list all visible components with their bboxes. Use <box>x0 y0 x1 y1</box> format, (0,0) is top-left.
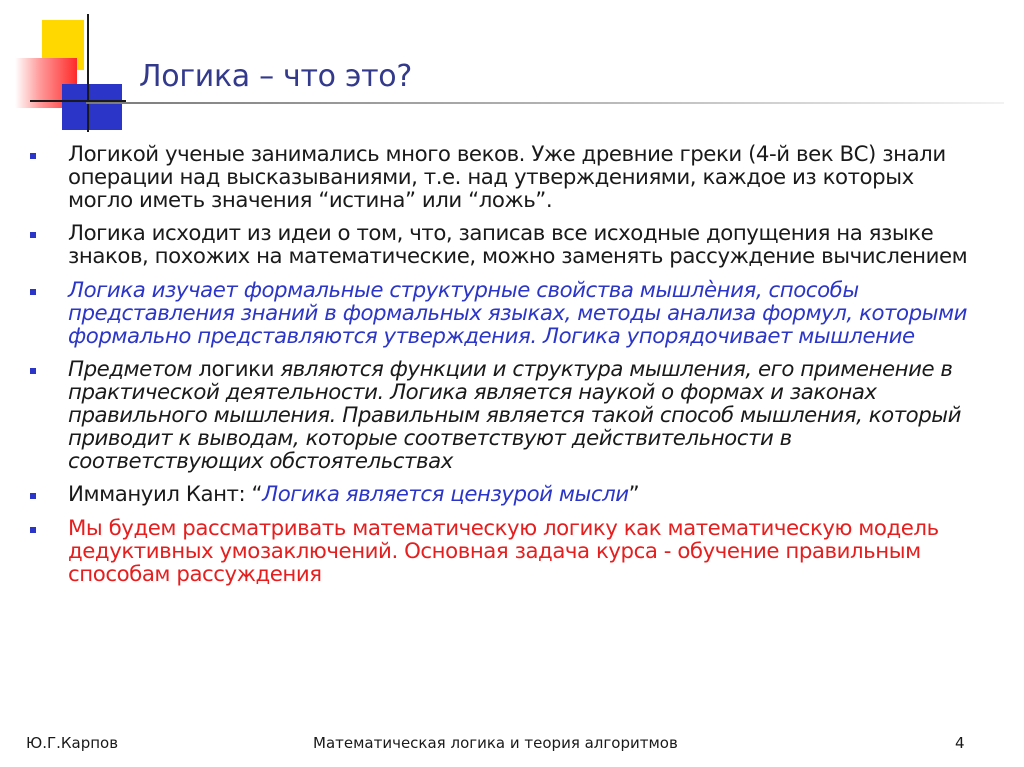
title-underline <box>86 102 1004 104</box>
bullet-text: Логика исходит из идеи о том, что, записав все исходные допущения на языке знаков, похожих на математические, можно заменять рассуждение вычислением <box>68 221 968 270</box>
bullet-text: Мы будем рассматривать математическую логику как математическую модель дедуктивных умозаключений. Основная задача курса - обучение правильным способам рассуждения <box>68 516 939 587</box>
bullet-item <box>28 359 978 473</box>
bullet-list <box>28 144 978 598</box>
bullet-marker <box>30 527 36 533</box>
bullet-marker <box>30 493 36 499</box>
bullet-text-plain: логики <box>191 357 281 383</box>
footer-author: Ю.Г.Карпов <box>26 734 119 752</box>
slide-title: Логика – что это? <box>139 59 412 94</box>
bullet-item <box>28 223 978 269</box>
decor-blue-square <box>62 84 122 130</box>
footer-course: Математическая логика и теория алгоритмов <box>313 734 678 752</box>
page-number: 4 <box>955 734 965 752</box>
quote-suffix: ” <box>628 482 640 508</box>
bullet-marker <box>30 289 36 295</box>
bullet-marker <box>30 232 36 238</box>
kant-quote: Логика является цензурой мысли <box>262 482 629 508</box>
bullet-text-italic-lead: Предметом <box>68 357 192 383</box>
bullet-text-italic: являются функции и структура мышления, его применение в практической деятельности. Логика является наукой о формах и законах правильного мышления. Правильным является такой способ мышления, который приводит к выводам, которые соответствуют действительности в соответствующих обстоятельствах <box>68 357 962 474</box>
bullet-text: Логика изучает формальные структурные свойства мышлѐния, способы представления знаний в формальных языках, методы анализа формул, которыми формально представляются утверждения. Логика упорядочивает мышление <box>68 277 968 349</box>
bullet-text: Логикой ученые занимались много веков. Уже древние греки (4-й век ВС) знали операции над высказываниями, т.е. над утверждениями, каждое из которых могло иметь значения “истина” или “ложь”. <box>68 142 946 213</box>
quote-prefix: Иммануил Кант: “ <box>68 482 263 508</box>
decor-vertical-line <box>87 14 89 132</box>
bullet-item <box>28 144 978 212</box>
bullet-item <box>28 484 978 507</box>
bullet-item <box>28 277 978 349</box>
bullet-marker <box>30 368 36 374</box>
bullet-marker <box>30 153 36 159</box>
bullet-item <box>28 518 978 586</box>
